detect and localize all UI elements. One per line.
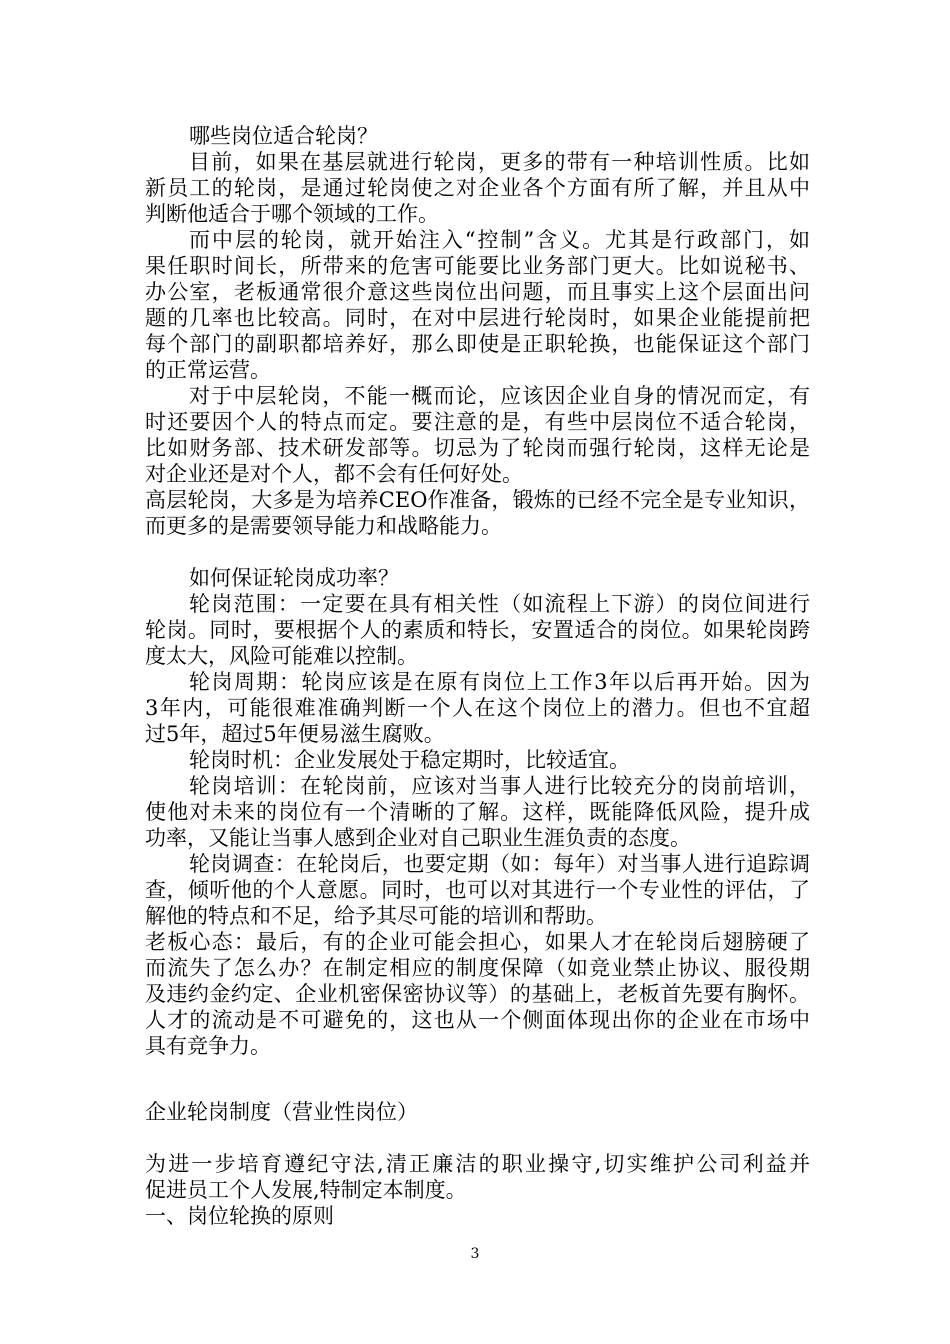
- paragraph-line: 轮岗。同时，要根据个人的素质和特长，安置适合的岗位。如果轮岗跨: [145, 618, 810, 642]
- paragraph-line: 过5年，超过5年便易滋生腐败。: [145, 722, 445, 746]
- paragraph-line: 高层轮岗，大多是为培养CEO作准备，锻炼的已经不完全是专业知识，: [145, 488, 810, 512]
- paragraph-line: 为进一步培育遵纪守法,清正廉洁的职业操守,切实维护公司利益并: [145, 1152, 810, 1176]
- paragraph-line: 办公室，老板通常很介意这些岗位出问题，而且事实上这个层面出问: [145, 280, 810, 304]
- paragraph-line: 轮岗周期：轮岗应该是在原有岗位上工作3年以后再开始。因为: [189, 670, 810, 694]
- paragraph-line: 而流失了怎么办？在制定相应的制度保障（如竞业禁止协议、服役期: [145, 956, 810, 980]
- paragraph-line: 的正常运营。: [145, 358, 271, 382]
- paragraph-line: 具有竞争力。: [145, 1034, 271, 1058]
- paragraph-line: 查，倾听他的个人意愿。同时，也可以对其进行一个专业性的评估，了: [145, 878, 810, 902]
- paragraph-line: 每个部门的副职都培养好，那么即使是正职轮换，也能保证这个部门: [145, 332, 810, 356]
- paragraph-line: 轮岗调查：在轮岗后，也要定期（如：每年）对当事人进行追踪调: [189, 852, 810, 876]
- section-heading: 如何保证轮岗成功率？: [189, 566, 399, 590]
- paragraph-line: 使他对未来的岗位有一个清晰的了解。这样，既能降低风险，提升成: [145, 800, 810, 824]
- paragraph-line: 而中层的轮岗，就开始注入“控制”含义。尤其是行政部门，如: [189, 228, 810, 252]
- paragraph-line: 及违约金约定、企业机密保密协议等）的基础上，老板首先要有胸怀。: [145, 982, 810, 1006]
- paragraph-line: 人才的流动是不可避免的，这也从一个侧面体现出你的企业在市场中: [145, 1008, 810, 1032]
- paragraph-line: 功率，又能让当事人感到企业对自己职业生涯负责的态度。: [145, 826, 691, 850]
- paragraph-line: 轮岗范围：一定要在具有相关性（如流程上下游）的岗位间进行: [189, 592, 810, 616]
- paragraph-line: 促进员工个人发展,特制定本制度。: [145, 1178, 467, 1202]
- paragraph-line: 判断他适合于哪个领域的工作。: [145, 202, 439, 226]
- page-number: 3: [470, 1246, 480, 1262]
- paragraph-line: 时还要因个人的特点而定。要注意的是，有些中层岗位不适合轮岗，: [145, 410, 810, 434]
- section-heading: 一、岗位轮换的原则: [145, 1204, 334, 1228]
- paragraph-line: 轮岗时机：企业发展处于稳定期时，比较适宜。: [189, 748, 630, 772]
- paragraph-line: 老板心态：最后，有的企业可能会担心，如果人才在轮岗后翅膀硬了: [145, 930, 810, 954]
- paragraph-line: 解他的特点和不足，给予其尽可能的培训和帮助。: [145, 904, 607, 928]
- paragraph-line: 轮岗培训：在轮岗前，应该对当事人进行比较充分的岗前培训，: [189, 774, 810, 798]
- paragraph-line: 而更多的是需要领导能力和战略能力。: [145, 514, 502, 538]
- section-heading: 哪些岗位适合轮岗？: [189, 124, 378, 148]
- paragraph-line: 目前，如果在基层就进行轮岗，更多的带有一种培训性质。比如: [189, 150, 810, 174]
- paragraph-line: 果任职时间长，所带来的危害可能要比业务部门更大。比如说秘书、: [145, 254, 810, 278]
- paragraph-line: 3年内，可能很难准确判断一个人在这个岗位上的潜力。但也不宜超: [145, 696, 810, 720]
- document-title: 企业轮岗制度（营业性岗位）: [145, 1100, 418, 1124]
- paragraph-line: 度太大，风险可能难以控制。: [145, 644, 418, 668]
- paragraph-line: 题的几率也比较高。同时，在对中层进行轮岗时，如果企业能提前把: [145, 306, 810, 330]
- paragraph-line: 新员工的轮岗，是通过轮岗使之对企业各个方面有所了解，并且从中: [145, 176, 810, 200]
- paragraph-line: 比如财务部、技术研发部等。切忌为了轮岗而强行轮岗，这样无论是: [145, 436, 810, 460]
- paragraph-line: 对企业还是对个人，都不会有任何好处。: [145, 462, 523, 486]
- paragraph-line: 对于中层轮岗，不能一概而论，应该因企业自身的情况而定，有: [189, 384, 810, 408]
